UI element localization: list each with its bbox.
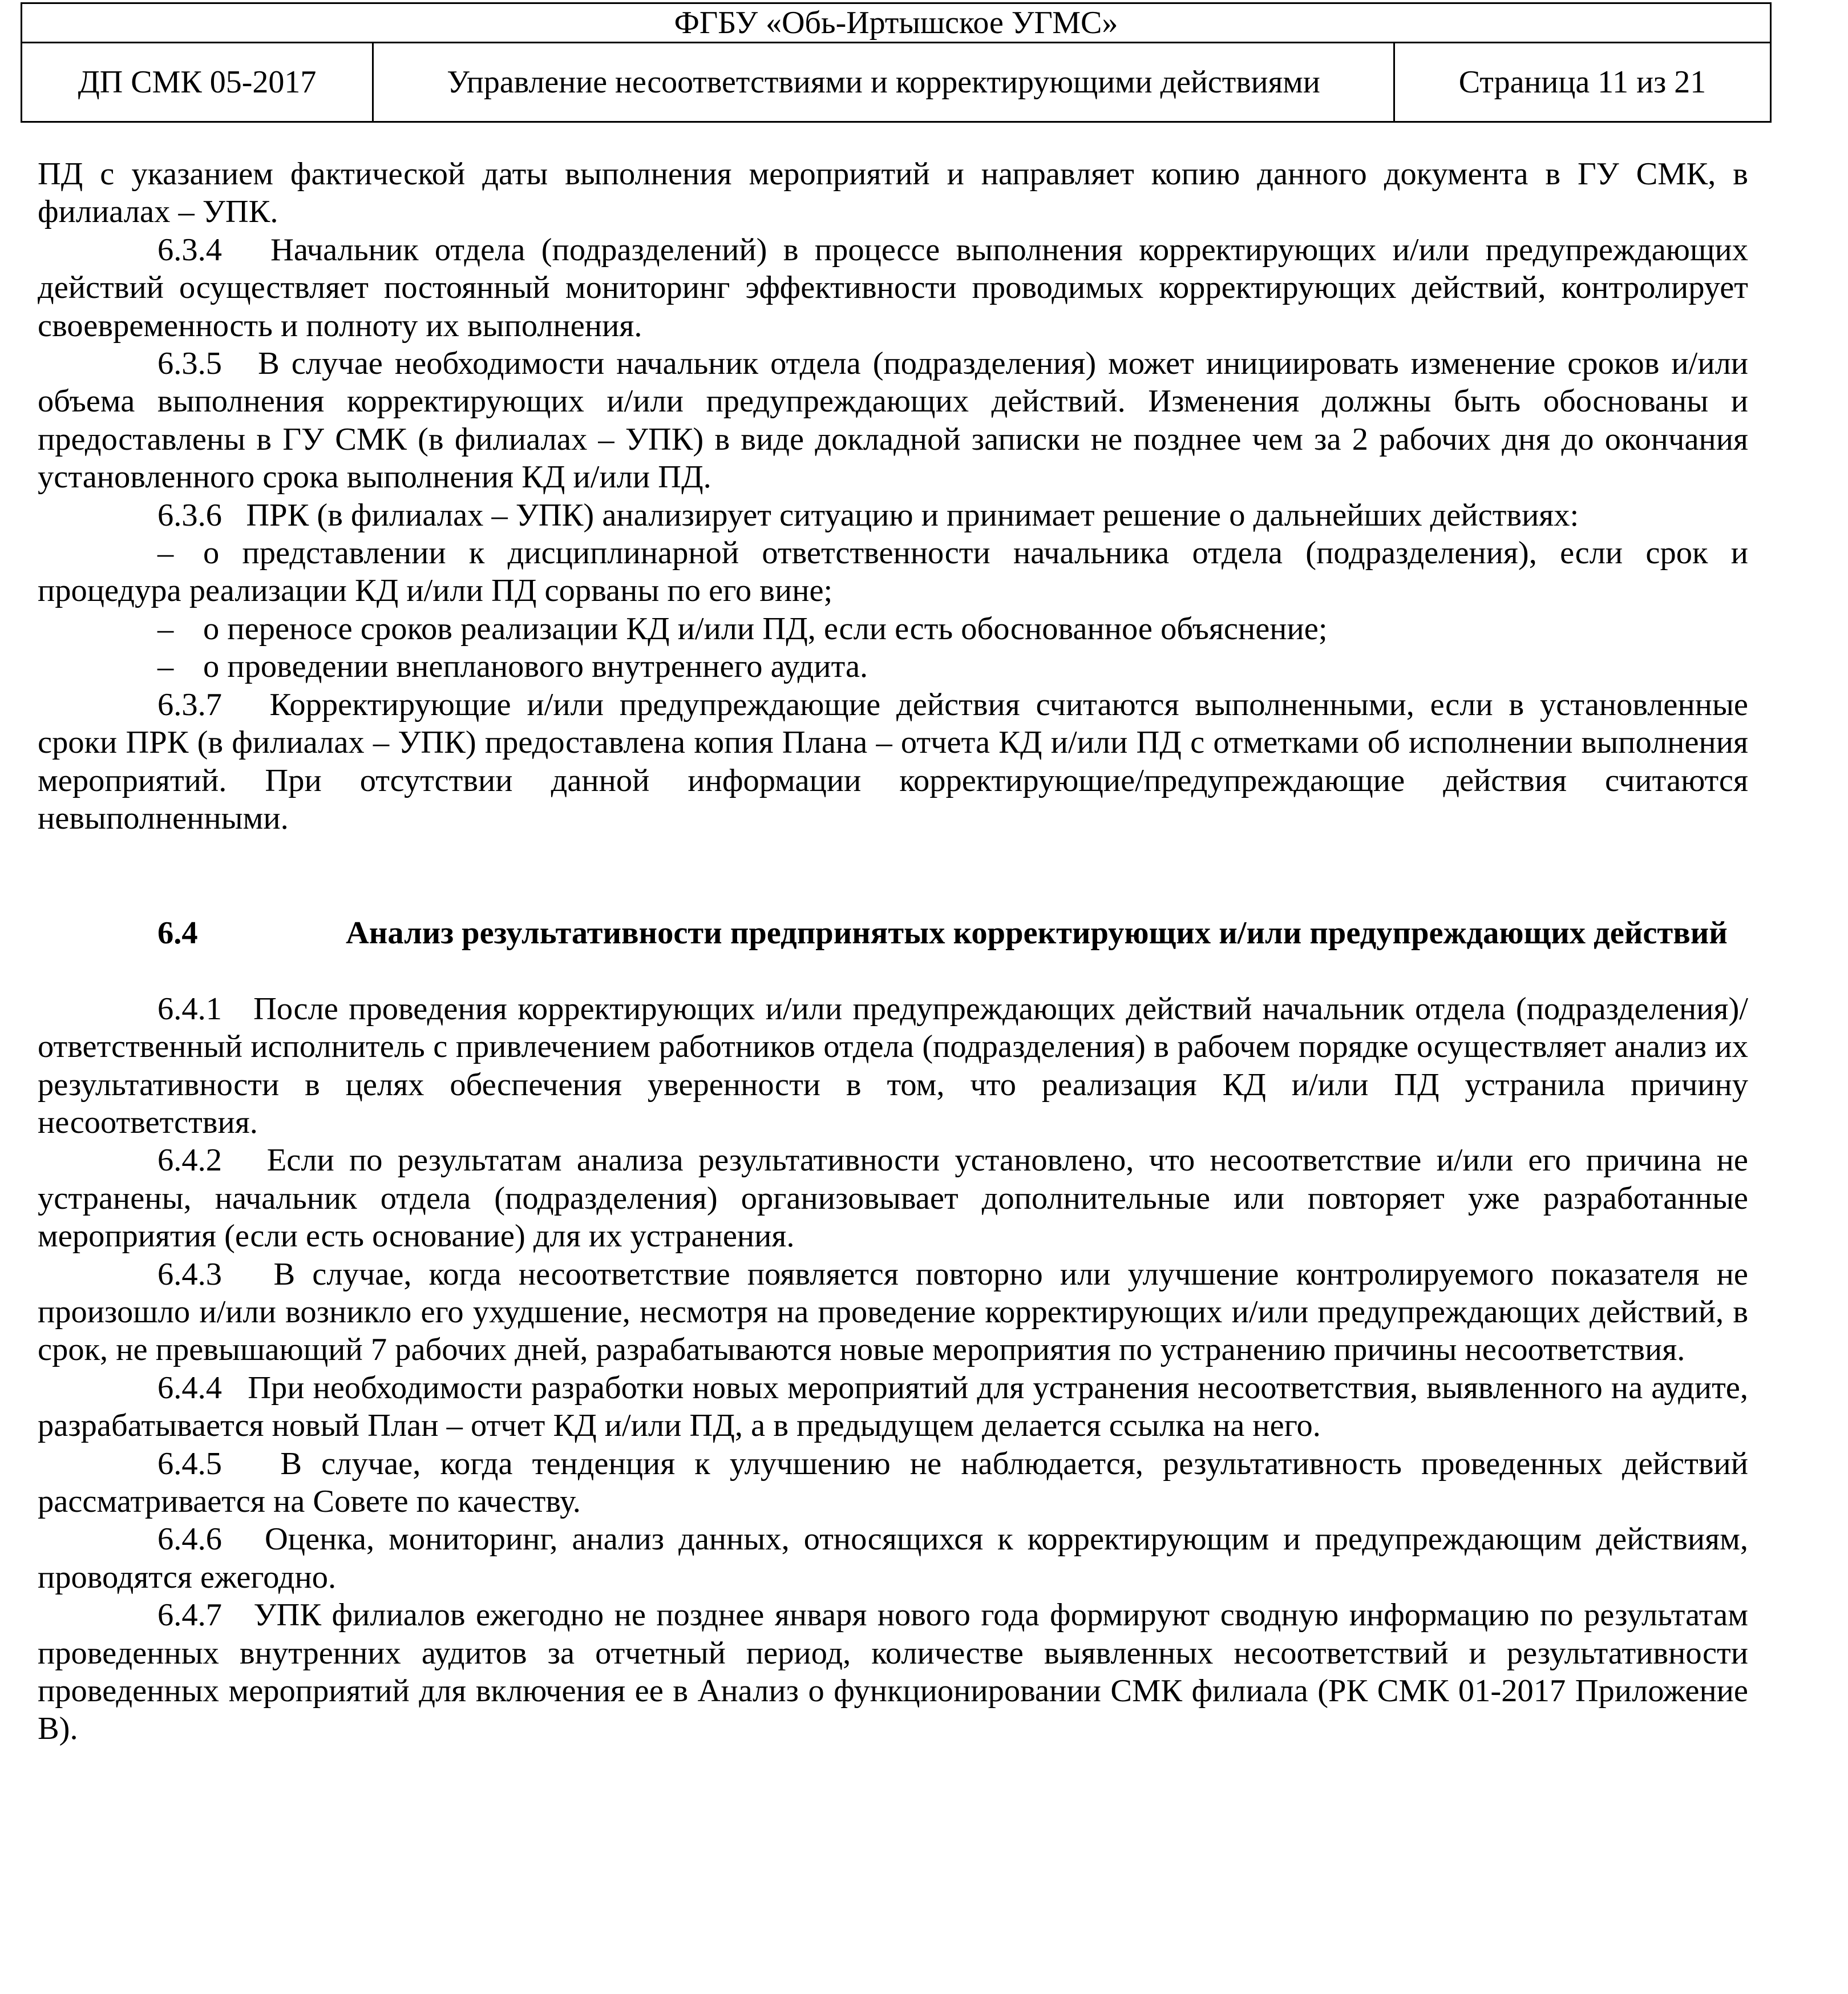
paragraph-6-4-7 [38, 1596, 1748, 1748]
paragraph-text: Начальник отдела (подразделений) в процессе выполнения корректирующих и/или предупреждающих действий осуществляет постоянный мониторинг эффективности проводимых корректирующих действий, контролирует своевременность и полноту их выполнения. [38, 232, 1749, 344]
paragraph-text: При необходимости разработки новых мероприятий для устранения несоответствия, выявленного на аудите, разрабатывается новый План – отчет КД и/или ПД, а в предыдущем делается ссылка на него. [38, 1370, 1748, 1444]
paragraph-6-4-3 [38, 1256, 1748, 1369]
paragraph-number: 6.3.7 [157, 687, 222, 722]
paragraph-text: В случае, когда тенденция к улучшению не наблюдается, результативность проведенных действий рассматривается на Совете по качеству. [38, 1446, 1749, 1519]
paragraph-number: 6.4.3 [157, 1256, 222, 1292]
paragraph-6-4-4 [38, 1369, 1748, 1445]
section-heading [38, 914, 1748, 952]
paragraph-number: 6.3.5 [157, 346, 222, 382]
paragraph-6-4-5 [38, 1445, 1748, 1521]
document-title: Управление несоответствиями и корректирующими действиями [373, 43, 1394, 122]
paragraph-text: ПРК (в филиалах – УПК) анализирует ситуацию и принимает решение о дальнейших действиях: [246, 497, 1579, 533]
paragraph-6-4-2 [38, 1141, 1748, 1255]
list-item [38, 610, 1748, 648]
list-item-text: о переносе сроков реализации КД и/или ПД, если есть обоснованное объяснение; [203, 611, 1328, 647]
paragraph-text: Если по результатам анализа результативности установлено, что несоответствие и/или его причина не устранены, начальник отдела (подразделения) организовывает дополнительные или повторяет уже разработанные мероприятия (если есть основание) для их устранения. [38, 1143, 1748, 1254]
paragraph-6-3-7 [38, 686, 1748, 838]
organization-name: ФГБУ «Обь-Иртышское УГМС» [22, 3, 1771, 43]
paragraph-text: В случае необходимости начальник отдела (подразделения) может инициировать изменение сроков и/или объема выполнения корректирующих и/или предупреждающих действий. Изменения должны быть обоснованы и предоставлены в ГУ СМК (в филиалах – УПК) в виде докладной записки не позднее чем за 2 рабочих дня до окончания установленного срока выполнения КД и/или ПД. [38, 346, 1748, 495]
paragraph-number: 6.4.5 [157, 1446, 222, 1482]
paragraph-6-4-1 [38, 990, 1748, 1142]
paragraph-6-3-6 [38, 497, 1748, 534]
paragraph-text: В случае, когда несоответствие появляется повторно или улучшение контролируемого показателя не произошло и/или возникло его ухудшение, несмотря на проведение корректирующих и/или предупреждающих действий, в срок, не превышающий 7 рабочих дней, разрабатываются новые мероприятия по устранению причины несоответствия. [38, 1256, 1748, 1368]
paragraph-number: 6.4.2 [157, 1143, 222, 1178]
paragraph-6-4-6 [38, 1520, 1748, 1596]
document-body [38, 155, 1748, 1748]
dash-bullet: – [157, 649, 174, 685]
paragraph-number: 6.3.6 [157, 497, 222, 533]
dash-bullet: – [157, 611, 174, 647]
paragraph-text: УПК филиалов ежегодно не позднее января нового года формируют сводную информацию по результатам проведенных внутренних аудитов за отчетный период, количестве выявленных несоответствий и результативности проведенных мероприятий для включения ее в Анализ о функционировании СМК филиала (РК СМК 01-2017 Приложение В). [38, 1597, 1748, 1747]
document-header [21, 2, 1772, 123]
paragraph-number: 6.4.1 [157, 991, 222, 1027]
list-item-text: о проведении внепланового внутреннего аудита. [203, 649, 868, 685]
paragraph-number: 6.4.7 [157, 1597, 222, 1633]
paragraph-number: 6.4.4 [157, 1370, 222, 1406]
paragraph-text: Оценка, мониторинг, анализ данных, относящихся к корректирующим и предупреждающим действиям, проводятся ежегодно. [38, 1521, 1748, 1595]
section-number: 6.4 [157, 915, 198, 951]
section-title: Анализ результативности предпринятых корректирующих и/или предупреждающих действий [346, 915, 1728, 951]
list-item-text: о представлении к дисциплинарной ответственности начальника отдела (подразделения), если срок и процедура реализации КД и/или ПД сорваны по его вине; [38, 535, 1748, 609]
document-code: ДП СМК 05-2017 [22, 43, 373, 122]
paragraph-text: После проведения корректирующих и/или предупреждающих действий начальник отдела (подразделения)/ ответственный исполнитель с привлечением работников отдела (подразделения) в рабочем порядке осуществляет анализ их результативности в целях обеспечения уверенности в том, что реализация КД и/или ПД устранила причину несоответствия. [38, 991, 1748, 1140]
paragraph-6-3-5 [38, 345, 1748, 497]
list-item [38, 648, 1748, 685]
dash-bullet: – [157, 535, 174, 571]
paragraph-6-3-4 [38, 231, 1748, 345]
paragraph-text: Корректирующие и/или предупреждающие действия считаются выполненными, если в установленные сроки ПРК (в филиалах – УПК) предоставлена копия Плана – отчета КД и/или ПД с отметками об исполнении выполнения мероприятий. При отсутствии данной информации корректирующие/предупреждающие действия считаются невыполненными. [38, 687, 1748, 836]
paragraph-continuation: ПД с указанием фактической даты выполнения мероприятий и направляет копию данного документа в ГУ СМК, в филиалах – УПК. [38, 156, 1748, 230]
page-indicator: Страница 11 из 21 [1394, 43, 1771, 122]
list-item [38, 534, 1748, 610]
paragraph-number: 6.3.4 [157, 232, 222, 268]
paragraph-number: 6.4.6 [157, 1521, 222, 1557]
